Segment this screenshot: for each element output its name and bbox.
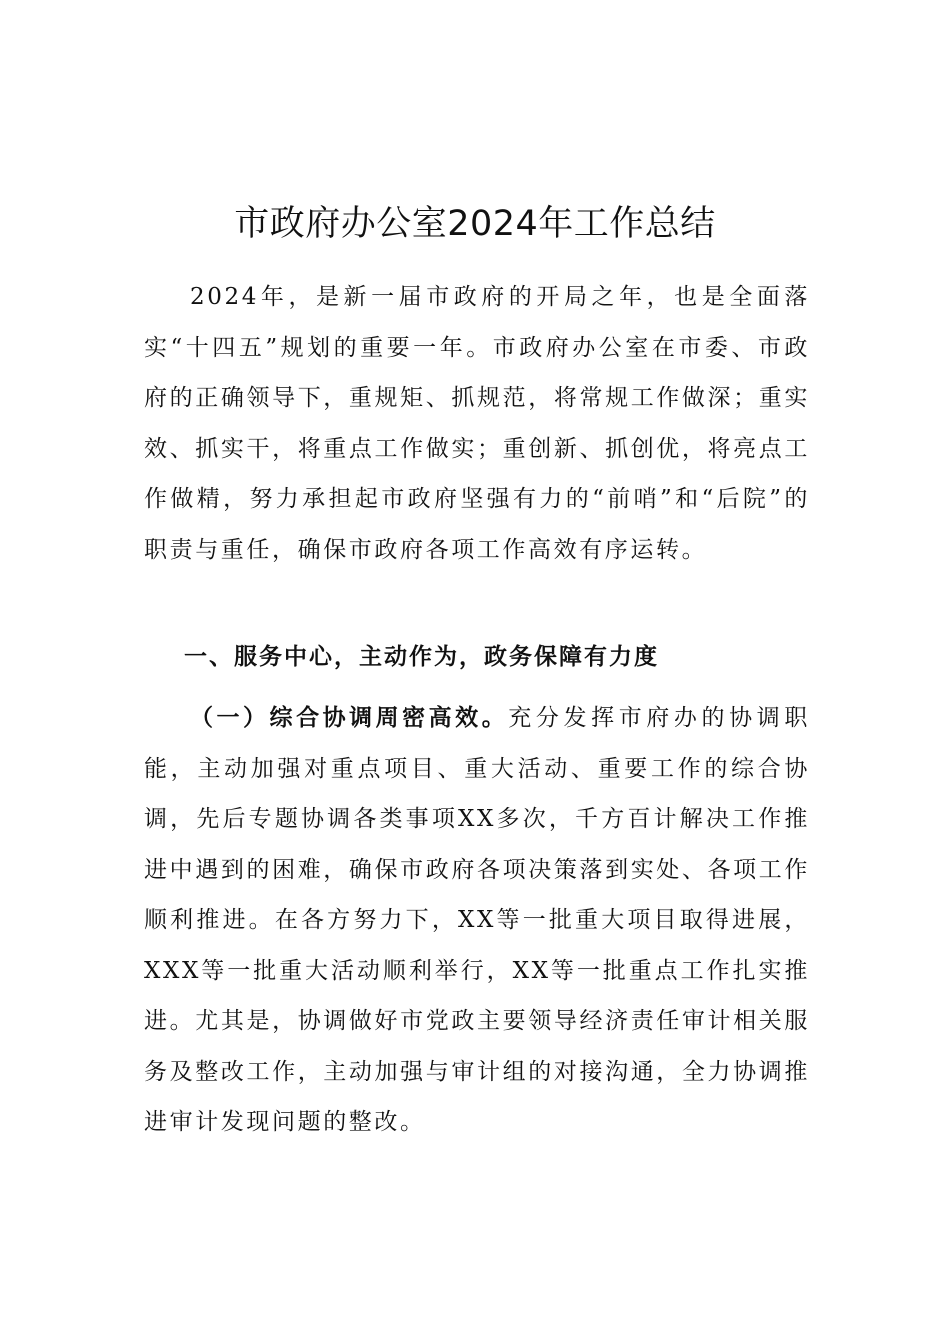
intro-paragraph: 2024年，是新一届市政府的开局之年，也是全面落实“十四五”规划的重要一年。市政府办公室在市委、市政府的正确领导下，重规矩、抓规范，将常规工作做深；重实效、抓实干，将重点工作做实；重创新、抓创优，将亮点工作做精，努力承担起市政府坚强有力的“前哨”和“后院”的职责与重任，确保市政府各项工作高效有序运转。 — [144, 284, 810, 563]
section-heading-1: 一、服务中心，主动作为，政务保障有力度 — [184, 644, 659, 670]
document-title: 市政府办公室2024年工作总结 — [234, 204, 716, 244]
section-1-paragraph-1 — [144, 693, 810, 1148]
subsection-body-text: 充分发挥市府办的协调职能，主动加强对重点项目、重大活动、重要工作的综合协调，先后专题协调各类事项XX多次，千方百计解决工作推进中遇到的困难，确保市政府各项决策落到实处、各项工作顺利推进。在各方努力下，XX等一批重大项目取得进展，XXX等一批重大活动顺利举行，XX等一批重点工作扎实推进。尤其是，协调做好市党政主要领导经济责任审计相关服务及整改工作，主动加强与审计组的对接沟通，全力协调推进审计发现问题的整改。 — [144, 705, 810, 1135]
subsection-lead-heading: （一）综合协调周密高效。 — [190, 705, 509, 731]
